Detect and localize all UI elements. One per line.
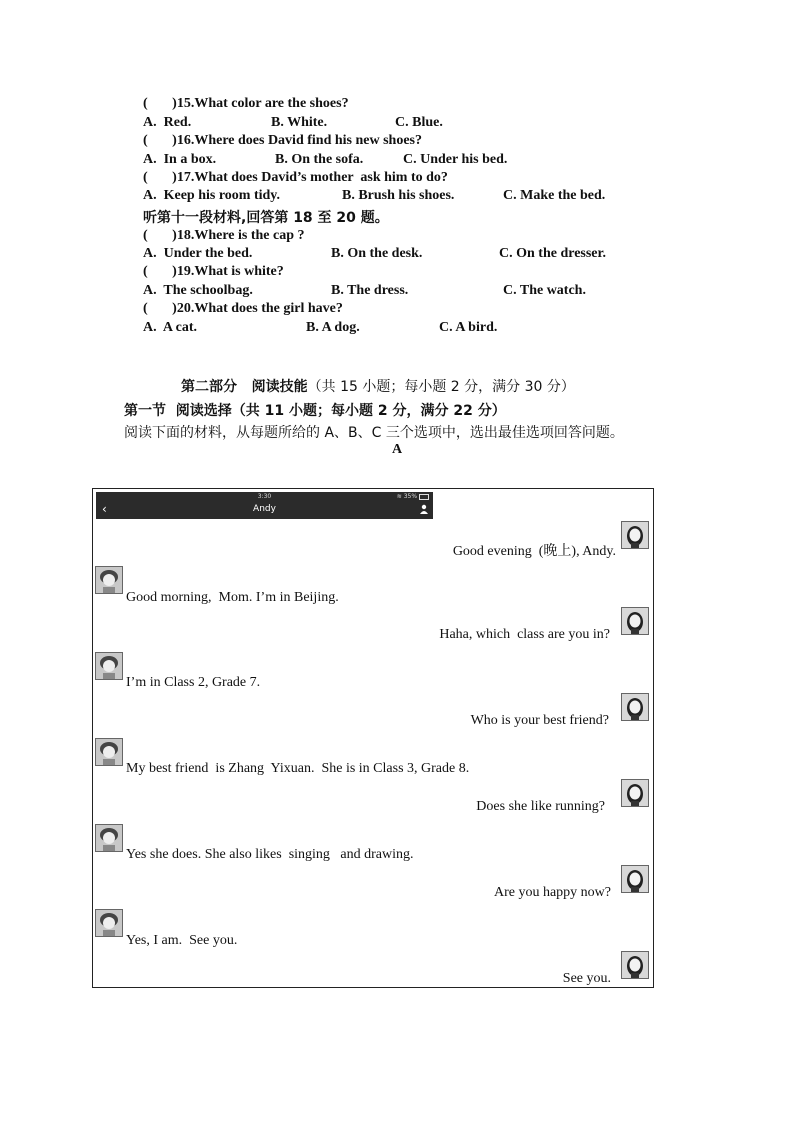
part-two-title-bold: 第二部分 阅读技能 bbox=[181, 379, 308, 395]
mom-avatar bbox=[621, 693, 649, 721]
q16-option-b: B. On the sofa. bbox=[275, 152, 364, 167]
reading-instruction: 阅读下面的材料，从每题所给的 A、B、C 三个选项中，选出最佳选项回答问题。 bbox=[124, 425, 624, 441]
part-two-title bbox=[181, 376, 575, 396]
question-18: ( )18.Where is the cap ? bbox=[143, 228, 305, 243]
q17-option-a: A. Keep his room tidy. bbox=[143, 188, 281, 203]
mom-avatar bbox=[621, 865, 649, 893]
battery-icon bbox=[419, 494, 429, 500]
mom-avatar bbox=[621, 779, 649, 807]
chat-top-bar bbox=[96, 492, 433, 519]
q20-option-a: A. A cat. bbox=[143, 320, 198, 335]
chat-message-andy: I’m in Class 2, Grade 7. bbox=[126, 675, 261, 690]
chat-message-andy: My best friend is Zhang Yixuan. She is in Class 3, Grade 8. bbox=[126, 761, 470, 776]
q20-option-b: B. A dog. bbox=[306, 320, 360, 335]
question-16: ( )16.Where does David find his new shoes? bbox=[143, 133, 422, 148]
chat-message-mom: Are you happy now? bbox=[493, 885, 611, 900]
andy-avatar bbox=[95, 738, 123, 766]
question-19: ( )19.What is white? bbox=[143, 264, 284, 279]
question-20: ( )20.What does the girl have? bbox=[143, 301, 343, 316]
chat-message-mom: See you. bbox=[562, 971, 611, 986]
section-one-heading: 第一节 阅读选择（共 11 小题；每小题 2 分，满分 22 分） bbox=[124, 403, 506, 419]
chat-screenshot bbox=[92, 488, 654, 988]
andy-avatar bbox=[95, 652, 123, 680]
q15-option-b: B. White. bbox=[271, 115, 328, 130]
q18-option-c: C. On the dresser. bbox=[499, 246, 606, 261]
q19-option-c: C. The watch. bbox=[503, 283, 586, 298]
question-17: ( )17.What does David’s mother ask him to do? bbox=[143, 170, 448, 185]
status-icons bbox=[397, 493, 429, 500]
q19-option-b: B. The dress. bbox=[331, 283, 409, 298]
chat-message-mom: Does she like running? bbox=[476, 799, 605, 814]
user-profile-icon[interactable] bbox=[419, 504, 429, 514]
battery-level: 35% bbox=[403, 493, 418, 500]
back-chevron-icon[interactable]: ‹ bbox=[102, 502, 107, 516]
q18-option-a: A. Under the bed. bbox=[143, 246, 253, 261]
q19-option-a: A. The schoolbag. bbox=[143, 283, 253, 298]
q16-option-a: A. In a box. bbox=[143, 152, 217, 167]
chat-message-andy: Yes she does. She also likes singing and drawing. bbox=[126, 847, 414, 862]
q15-option-a: A. Red. bbox=[143, 115, 192, 130]
part-two-title-rest: （共 15 小题；每小题 2 分，满分 30 分） bbox=[307, 379, 575, 395]
chat-message-mom: Who is your best friend? bbox=[470, 713, 609, 728]
status-time: 3:30 bbox=[257, 493, 272, 500]
chat-contact-name: Andy bbox=[253, 504, 276, 514]
q16-option-c: C. Under his bed. bbox=[403, 152, 508, 167]
chat-message-mom: Good evening (晚上), Andy. bbox=[452, 544, 616, 559]
wifi-icon: ≋ bbox=[396, 493, 402, 500]
chat-message-mom: Haha, which class are you in? bbox=[439, 627, 610, 642]
q18-option-b: B. On the desk. bbox=[331, 246, 423, 261]
mom-avatar bbox=[621, 607, 649, 635]
q17-option-c: C. Make the bed. bbox=[503, 188, 606, 203]
andy-avatar bbox=[95, 566, 123, 594]
passage-label: A bbox=[391, 442, 403, 457]
q17-option-b: B. Brush his shoes. bbox=[342, 188, 455, 203]
chat-message-andy: Good morning, Mom. I’m in Beijing. bbox=[126, 590, 339, 605]
question-15: ( )15.What color are the shoes? bbox=[143, 96, 349, 111]
andy-avatar bbox=[95, 824, 123, 852]
q20-option-c: C. A bird. bbox=[439, 320, 498, 335]
q15-option-c: C. Blue. bbox=[395, 115, 443, 130]
mom-avatar bbox=[621, 521, 649, 549]
section-eleven-heading: 听第十一段材料,回答第 18 至 20 题。 bbox=[143, 210, 389, 226]
chat-message-andy: Yes, I am. See you. bbox=[126, 933, 238, 948]
mom-avatar bbox=[621, 951, 649, 979]
andy-avatar bbox=[95, 909, 123, 937]
